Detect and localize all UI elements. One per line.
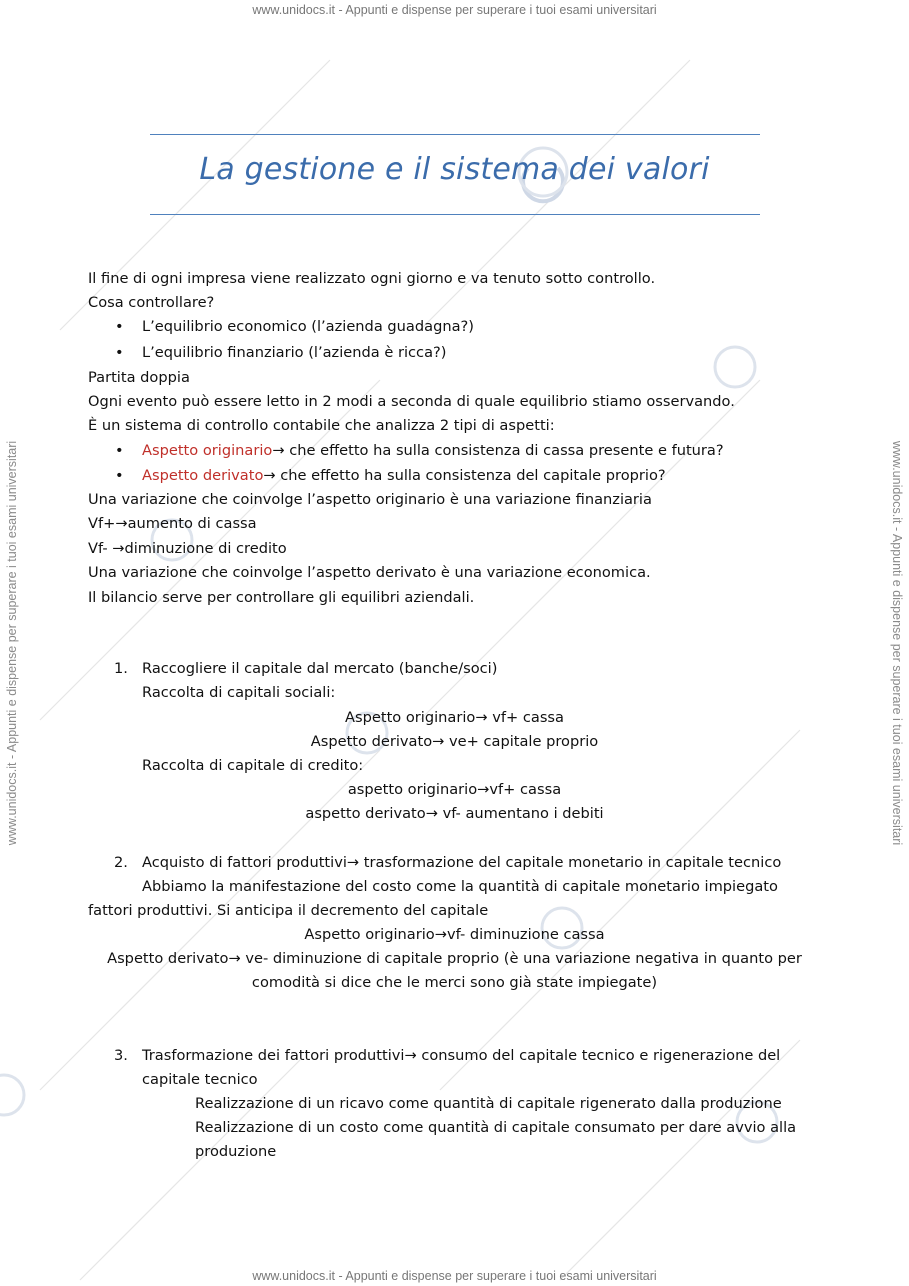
section-heading-text: consumo del capitale tecnico e rigenerazione del: [416, 1047, 781, 1064]
list-item-text: che effetto ha sulla consistenza di cassa presente e futura?: [284, 442, 724, 459]
paragraph-text: Aspetto originario: [304, 926, 435, 943]
paragraph: [88, 540, 287, 557]
arrow-icon: →: [272, 442, 285, 459]
paragraph: [0, 950, 909, 967]
paragraph: Raccolta di capitali sociali:: [142, 684, 336, 701]
list-item: L’equilibrio economico (l’azienda guadagna?): [142, 318, 474, 335]
arrow-icon: →: [346, 854, 360, 871]
paragraph-text: Aspetto originario: [345, 709, 476, 726]
paragraph-text: vf+ cassa: [489, 781, 562, 798]
section-number: 3.: [114, 1047, 128, 1064]
list-item: [142, 442, 724, 459]
section-heading-text: trasformazione del capitale monetario in capitale tecnico: [359, 854, 782, 871]
bullet-icon: •: [115, 318, 124, 335]
paragraph: Ogni evento può essere letto in 2 modi a seconda di quale equilibrio stiamo osservando.: [88, 393, 735, 410]
highlight-term: Aspetto derivato: [142, 467, 264, 484]
arrow-icon: →: [432, 733, 445, 750]
watermark-footer: www.unidocs.it - Appunti e dispense per superare i tuoi esami universitari: [252, 1269, 657, 1283]
section-heading: [142, 1047, 780, 1064]
paragraph-text: vf+ cassa: [487, 709, 564, 726]
section-heading-text: Acquisto di fattori produttivi: [142, 854, 347, 871]
paragraph: [0, 709, 909, 726]
highlight-term: Aspetto originario: [142, 442, 273, 459]
arrow-icon: →: [404, 1047, 417, 1064]
arrow-icon: →: [434, 926, 447, 943]
paragraph: Realizzazione di un costo come quantità di capitale consumato per dare avvio alla: [195, 1119, 797, 1136]
paragraph: Abbiamo la manifestazione del costo come la quantità di capitale monetario impiegato: [142, 878, 778, 895]
arrow-icon: →: [475, 709, 488, 726]
section-heading-continued: capitale tecnico: [142, 1071, 258, 1088]
list-item: [142, 467, 666, 484]
watermark-header: www.unidocs.it - Appunti e dispense per superare i tuoi esami universitari: [252, 3, 657, 17]
bullet-icon: •: [115, 344, 124, 361]
paragraph: Il fine di ogni impresa viene realizzato ogni giorno e va tenuto sotto controllo.: [88, 270, 656, 287]
paragraph: [0, 733, 909, 750]
section-number: 2.: [114, 854, 128, 871]
paragraph-text: Vf+: [88, 515, 116, 532]
paragraph: Una variazione che coinvolge l’aspetto originario è una variazione finanziaria: [88, 491, 652, 508]
paragraph: Cosa controllare?: [88, 294, 215, 311]
bullet-icon: •: [115, 442, 124, 459]
paragraph: [0, 781, 909, 798]
paragraph-text: diminuzione di credito: [124, 540, 287, 557]
arrow-icon: →: [115, 515, 128, 532]
arrow-icon: →: [228, 950, 241, 967]
bullet-icon: •: [115, 467, 124, 484]
paragraph: Il bilancio serve per controllare gli equilibri aziendali.: [88, 589, 475, 606]
section-heading: Raccogliere il capitale dal mercato (banche/soci): [142, 660, 498, 677]
paragraph: fattori produttivi. Si anticipa il decremento del capitale: [88, 902, 489, 919]
paragraph: Partita doppia: [88, 369, 190, 386]
paragraph-text: Aspetto derivato: [310, 733, 433, 750]
paragraph: [0, 926, 909, 943]
paragraph: È un sistema di controllo contabile che analizza 2 tipi di aspetti:: [88, 417, 555, 434]
arrow-icon: →: [477, 781, 490, 798]
section-number: 1.: [114, 660, 128, 677]
list-item-text: che effetto ha sulla consistenza del capitale proprio?: [275, 467, 666, 484]
paragraph-text: vf- diminuzione cassa: [446, 926, 605, 943]
paragraph-text: aspetto derivato: [305, 805, 426, 822]
arrow-icon: →: [425, 805, 438, 822]
watermark-right: www.unidocs.it - Appunti e dispense per superare i tuoi esami universitari: [890, 440, 904, 846]
section-heading-text: Trasformazione dei fattori produttivi: [142, 1047, 405, 1064]
paragraph: Realizzazione di un ricavo come quantità di capitale rigenerato dalla produzione: [195, 1095, 782, 1112]
paragraph-text: aumento di cassa: [127, 515, 257, 532]
paragraph: comodità si dice che le merci sono già state impiegate): [251, 974, 658, 991]
watermark-left: www.unidocs.it - Appunti e dispense per superare i tuoi esami universitari: [5, 440, 19, 846]
arrow-icon: →: [263, 467, 276, 484]
paragraph-text: ve- diminuzione di capitale proprio (è una variazione negativa in quanto per: [240, 950, 802, 967]
arrow-icon: →: [112, 540, 125, 557]
title-rule-bottom: [150, 214, 760, 215]
paragraph-text: vf- aumentano i debiti: [437, 805, 604, 822]
paragraph: Una variazione che coinvolge l’aspetto derivato è una variazione economica.: [88, 564, 651, 581]
paragraph: [0, 805, 909, 822]
paragraph-text: Aspetto derivato: [107, 950, 229, 967]
paragraph: [88, 515, 257, 532]
title-rule-top: [150, 134, 760, 135]
list-item: L’equilibrio finanziario (l’azienda è ricca?): [142, 344, 447, 361]
page-title: La gestione e il sistema dei valori: [199, 152, 710, 187]
paragraph-text: aspetto originario: [347, 781, 478, 798]
paragraph-text: ve+ capitale proprio: [444, 733, 599, 750]
section-heading: [142, 854, 781, 871]
paragraph: produzione: [195, 1143, 277, 1160]
paragraph: Raccolta di capitale di credito:: [142, 757, 364, 774]
paragraph-text: Vf-: [88, 540, 113, 557]
